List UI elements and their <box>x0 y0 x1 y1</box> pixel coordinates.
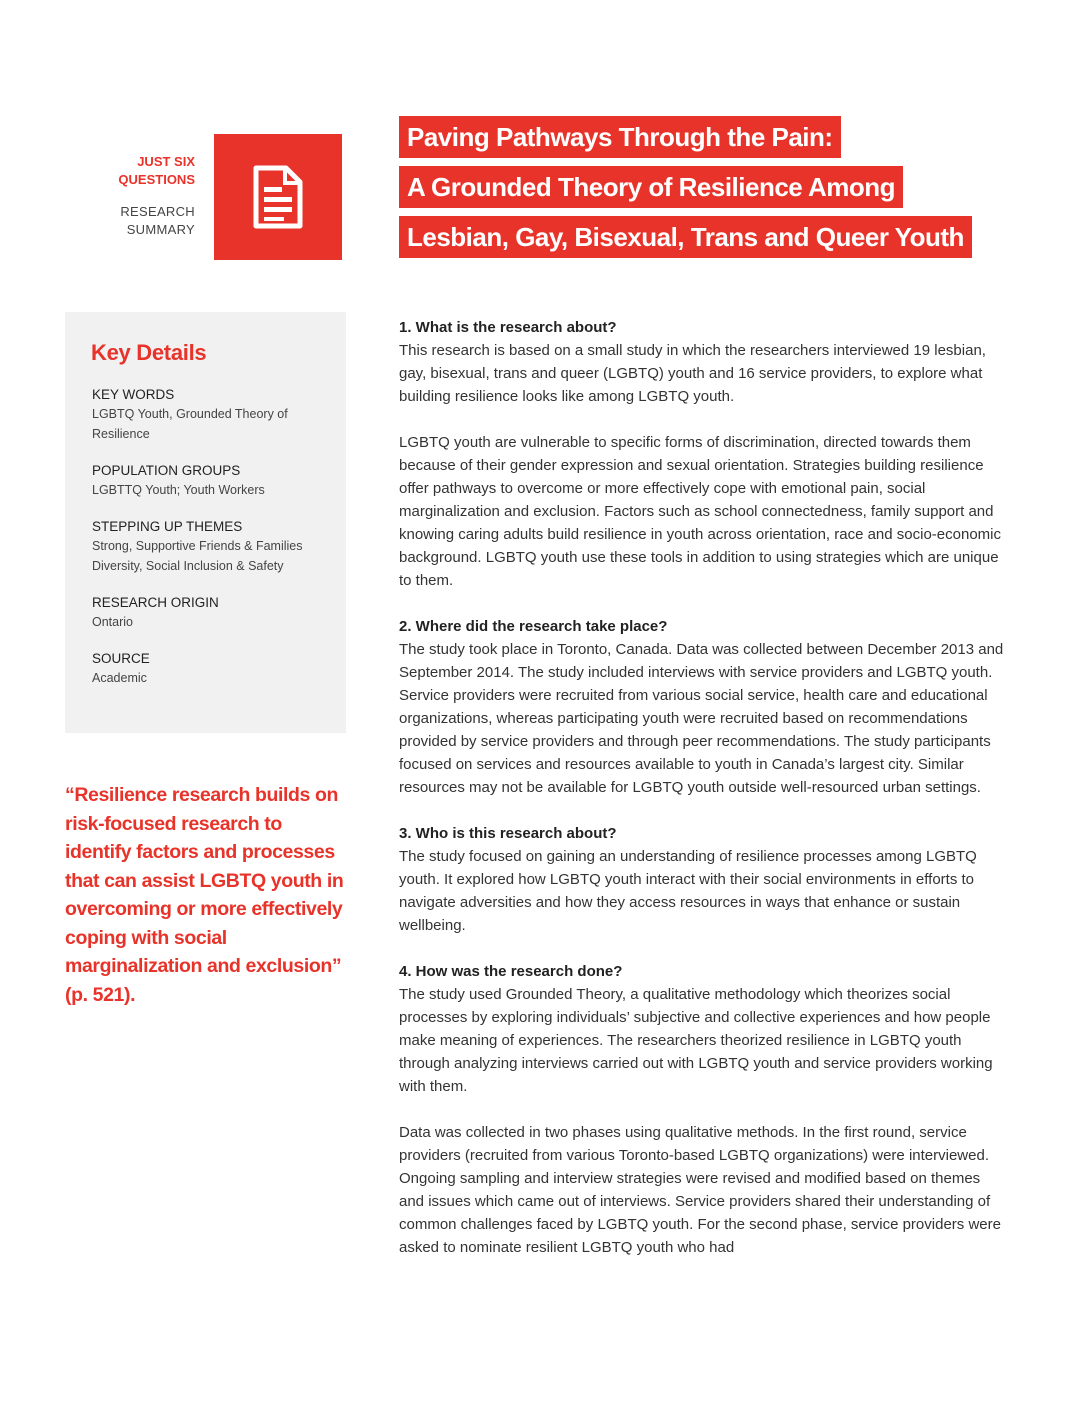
section-1-heading: 1. What is the research about? <box>399 319 617 336</box>
source-item <box>92 649 332 688</box>
brand-line-2: QUESTIONS <box>118 172 195 187</box>
document-title <box>399 116 972 266</box>
research-origin-label: RESEARCH ORIGIN <box>92 595 219 610</box>
section-4-heading: 4. How was the research done? <box>399 963 623 980</box>
title-line-1: Paving Pathways Through the Pain: <box>399 116 841 158</box>
key-details-panel <box>65 312 346 733</box>
population-groups-value: LGBTTQ Youth; Youth Workers <box>92 483 265 497</box>
key-words-value: LGBTQ Youth, Grounded Theory of Resilience <box>92 407 288 441</box>
stepping-up-themes-item <box>92 517 332 576</box>
document-icon-box <box>214 134 342 260</box>
title-line-2: A Grounded Theory of Resilience Among <box>399 166 903 208</box>
brand-line-3: RESEARCH <box>120 204 195 219</box>
research-origin-item <box>92 593 332 632</box>
stepping-up-themes-value-1: Strong, Supportive Friends & Families <box>92 539 303 553</box>
source-value: Academic <box>92 671 147 685</box>
brand-line-1: JUST SIX <box>137 154 195 169</box>
section-1-paragraph-1: This research is based on a small study in which the researchers interviewed 19 lesbian, gay, bisexual, trans and queer (LGBTQ) youth and 16 service providers, to explore what building resilience looks like among LGBTQ youth. <box>399 342 986 405</box>
stepping-up-themes-label: STEPPING UP THEMES <box>92 519 243 534</box>
section-2-paragraph-1: The study took place in Toronto, Canada. Data was collected between December 2013 and September 2014. The study included interviews with service providers and LGBTQ youth. Service providers were recruited from various social service, health care and educational organizations, whereas participating youth were recruited based on recommendations provided by service providers and through peer recommendations. The study participants focused on services and resources available to youth in Canada’s largest city. Similar resources may not be available for LGBTQ youth outside well-resourced urban settings. <box>399 641 1004 796</box>
key-words-item <box>92 385 332 444</box>
population-groups-item <box>92 461 332 500</box>
section-4-paragraph-1: The study used Grounded Theory, a qualitative methodology which theorizes social processes by exploring individuals’ subjective and collective experiences and how people make meaning of experiences. The researchers theorized resilience in LGBTQ youth through analyzing interviews carried out with LGBTQ youth and service providers working with them. <box>399 986 993 1095</box>
brand-block <box>80 153 195 239</box>
section-2-heading: 2. Where did the research take place? <box>399 618 668 635</box>
stepping-up-themes-value-2: Diversity, Social Inclusion & Safety <box>92 559 284 573</box>
pull-quote: “Resilience research builds on risk-focused research to identify factors and processes that can assist LGBTQ youth in overcoming or more effectively coping with social marginalization and exclusion” (p. 521). <box>65 784 344 1006</box>
population-groups-label: POPULATION GROUPS <box>92 463 241 478</box>
key-details-heading: Key Details <box>91 340 207 365</box>
main-content <box>399 316 1004 1259</box>
section-3-heading: 3. Who is this research about? <box>399 825 617 842</box>
key-words-label: KEY WORDS <box>92 387 175 402</box>
document-icon <box>252 164 304 230</box>
section-3-paragraph-1: The study focused on gaining an understanding of resilience processes among LGBTQ youth. It explored how LGBTQ youth interact with their social environments in efforts to navigate adversities and how they access resources in ways that enhance or sustain wellbeing. <box>399 848 977 934</box>
source-label: SOURCE <box>92 651 150 666</box>
section-4-paragraph-2: Data was collected in two phases using qualitative methods. In the first round, service providers (recruited from various Toronto-based LGBTQ organizations) were interviewed. Ongoing sampling and interview strategies were revised and modified based on themes and issues which came out of interviews. Service providers shared their understanding of common challenges faced by LGBTQ youth. For the second phase, service providers were asked to nominate resilient LGBTQ youth who had <box>399 1124 1001 1256</box>
key-details-list <box>92 385 332 705</box>
research-origin-value: Ontario <box>92 615 133 629</box>
title-line-3: Lesbian, Gay, Bisexual, Trans and Queer Youth <box>399 216 972 258</box>
brand-line-4: SUMMARY <box>126 222 195 237</box>
section-1-paragraph-2: LGBTQ youth are vulnerable to specific forms of discrimination, directed towards them because of their gender expression and sexual orientation. Strategies building resilience offer pathways to overcome or more effectively cope with emotional pain, social marginalization and exclusion. Factors such as school connectedness, family support and knowing caring adults build resilience in youth across orientation, race and socio-economic background. LGBTQ youth use these tools in addition to using strategies which are unique to them. <box>399 434 1001 589</box>
